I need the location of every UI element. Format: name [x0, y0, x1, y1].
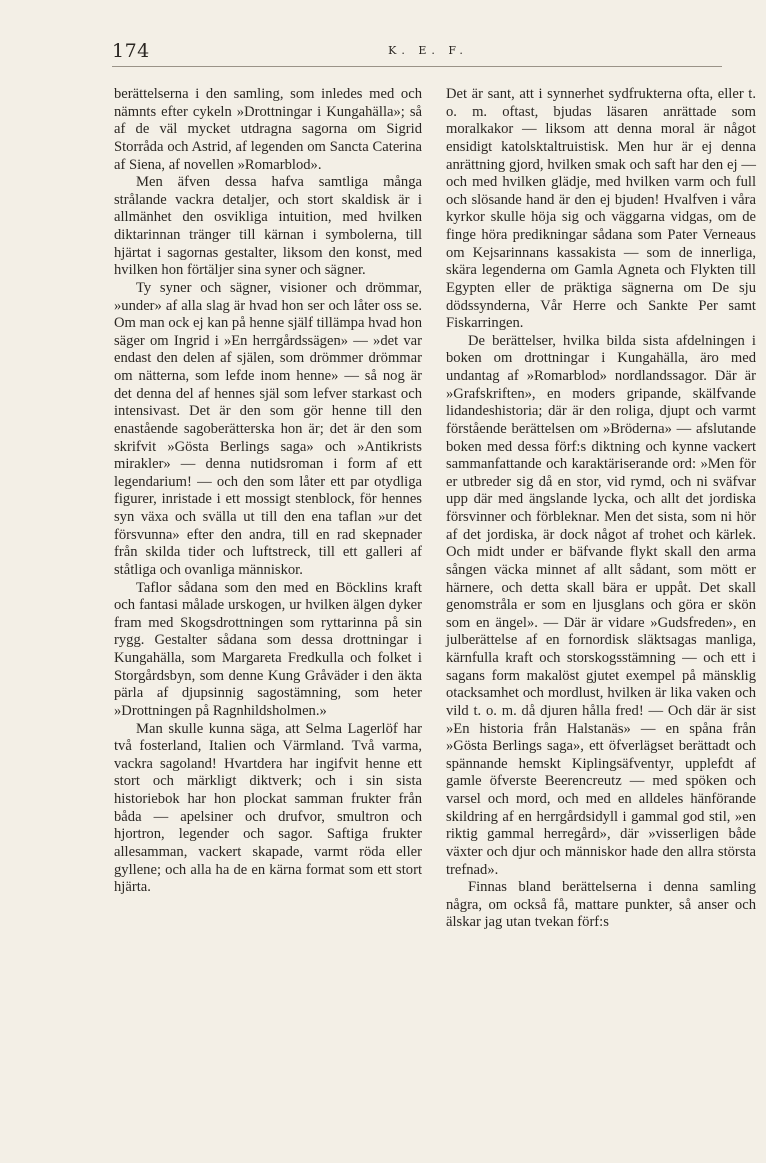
- left-column: [114, 86, 422, 897]
- running-head: K. E. F.: [388, 44, 468, 57]
- paragraph: berättelserna i den samling, som inledes med och nämnts efter cykeln »Drottningar i Kungahälla»; så af de väl mycket utdragna sagorna om Sigrid Storråda och Astrid, af legenden om Sancta Caterina af Siena, af novellen »Romarblod».: [114, 86, 422, 173]
- page-number: 174: [112, 40, 150, 62]
- paragraph: De berättelser, hvilka bilda sista afdelningen i boken om drottningar i Kungahälla, äro med undantag af »Romarblod» nordlandssagor. Där är »Grafskriften», en moders gripande, skälfvande lidandeshistoria; där är den roliga, djupt och varmt förstående berättelsen om »Bröderna» — afslutande boken med dessa förf:s diktning och kynne vackert sammanfattande och karaktäriserande ord: »Men för er utbreder sig då en stor, vid rymd, och ni sväfvar upp där med ängslande lycka, och allt det jordiska försvinner och förbleknar. Men det sista, som ni hör af det jordiska, är dock något af trohet och kärlek. Och midt under er bäfvande flykt skall den arma sången väcka minnet af allt sådant, som mött er härnere, och detta skall bära er uppåt. Det skall genomstråla er som en ljusglans och göra er skön som en ängel». — Där är vidare »Gudsfreden», en julberättelse af en fornordisk släktsagas manliga, kärnfulla kraft och storskogsstämning — och ett i sagans form makalöst gjutet exempel på mänsklig otacksamhet och mordlust, hvilken är lika vaken och vild t. o. m. då djuren hålla fred! — Och där är sist »En historia från Halstanäs» — en spåna från »Gösta Berlings saga», ett öfverlägset berättadt och spännande hemskt Kiplingsäfventyr, upplefdt af gamle öfverste Beerencreutz — med spöken och varsel och mord, och med en alldeles hänförande skildring af en herrgårdsidyll i gammal god stil, »en riktig gammal herregård», där »visserligen både växter och djur och människor hade den allra största trefnad».: [446, 332, 756, 878]
- paragraph: Ty syner och sägner, visioner och drömmar, »under» af alla slag är hvad hon ser och låter oss se. Om man ock ej kan på henne själf tillämpa hvad hon säger om Ingrid i »En herrgårdssägen» — »det var endast den delen af själen, som drömmer drömmar om nätterna, som lefde inom henne» — så nog är det denna del af hennes själ som lefver starkast och intensivast. Det är den som gör henne till den enastående sagoberätterska hon är; det är den som skrifvit »Gösta Berlings saga» och »Antikrists mirakler» — denna nutidsroman i form af ett legendarium! — och den som låter ett par otydliga figurer, inristade i ett mossigt stenblock, för hennes syn växa och svälla ut till den ena taflan »ur det försvunna» efter den andra, till en rad skepnader från skilda tider och luftstreck, till ett galleri af ståtliga och ovanliga människor.: [114, 279, 423, 578]
- paragraph: Taflor sådana som den med en Böcklins kraft och fantasi målade urskogen, ur hvilken älgen dyker fram med Skogsdrottningen som ryttarinna på sin rygg. Gestalter sådana som dessa drottningar i Kungahälla, som Margareta Fredkulla och folket i Storgårdsbyn, som denne Kung Gråväder i den äkta pärla af djupsinnig sagostämning, som heter »Drottningen på Ragnhildsholmen.»: [114, 579, 422, 719]
- paragraph: Men äfven dessa hafva samtliga många strålande vackra detaljer, och stort skaldisk är i allmänhet den osvikliga intuition, med hvilken diktarinnan tränger till kärnan i symbolerna, till hjärtat i sagornas gestalter, liksom den konst, med hvilken hon förtäljer sina syner och sägner.: [114, 174, 422, 279]
- header-rule: [112, 66, 722, 67]
- paragraph: Det är sant, att i synnerhet sydfrukterna ofta, eller t. o. m. oftast, bjudas läsaren anrättade som moralkakor — liksom att denna moral är något ensidigt katolsktaltruistisk. Men hur är ej denna anrättning gjord, hvilken smak och saft har den ej — och med hvilken glädje, med hvilken varm och full och slösande hand är den ej bjuden! Hvalfven i våra kyrkor skulle höja sig och väggarna vidgas, om de finge höra predikningar sådana som Pater Verneaus om Kejsarinnans kassakista — som de innerliga, skära legenderna om Gamla Agneta och Flykten till Egypten eller de präktiga sägnerna om De sju dödssynderna, Vår Herre och Sankte Per samt Fiskarringen.: [446, 86, 756, 332]
- right-column: [446, 86, 756, 932]
- paragraph: Finnas bland berättelserna i denna samling några, om också få, mattare punkter, så anser och älskar jag utan tvekan förf:s: [446, 879, 756, 931]
- paragraph: Man skulle kunna säga, att Selma Lagerlöf har två fosterland, Italien och Värmland. Två varma, vackra sagoland! Hvartdera har ingifvit henne ett stort och märkligt diktverk; och i sin sista historiebok har hon plockat samman frukter från båda — apelsiner och drufvor, smultron och hjortron, legender och sagor. Saftiga frukter allesamman, vackert skapade, varmt röda eller gyllene; och alla ha de en kärna format som ett stort hjärta.: [114, 720, 422, 896]
